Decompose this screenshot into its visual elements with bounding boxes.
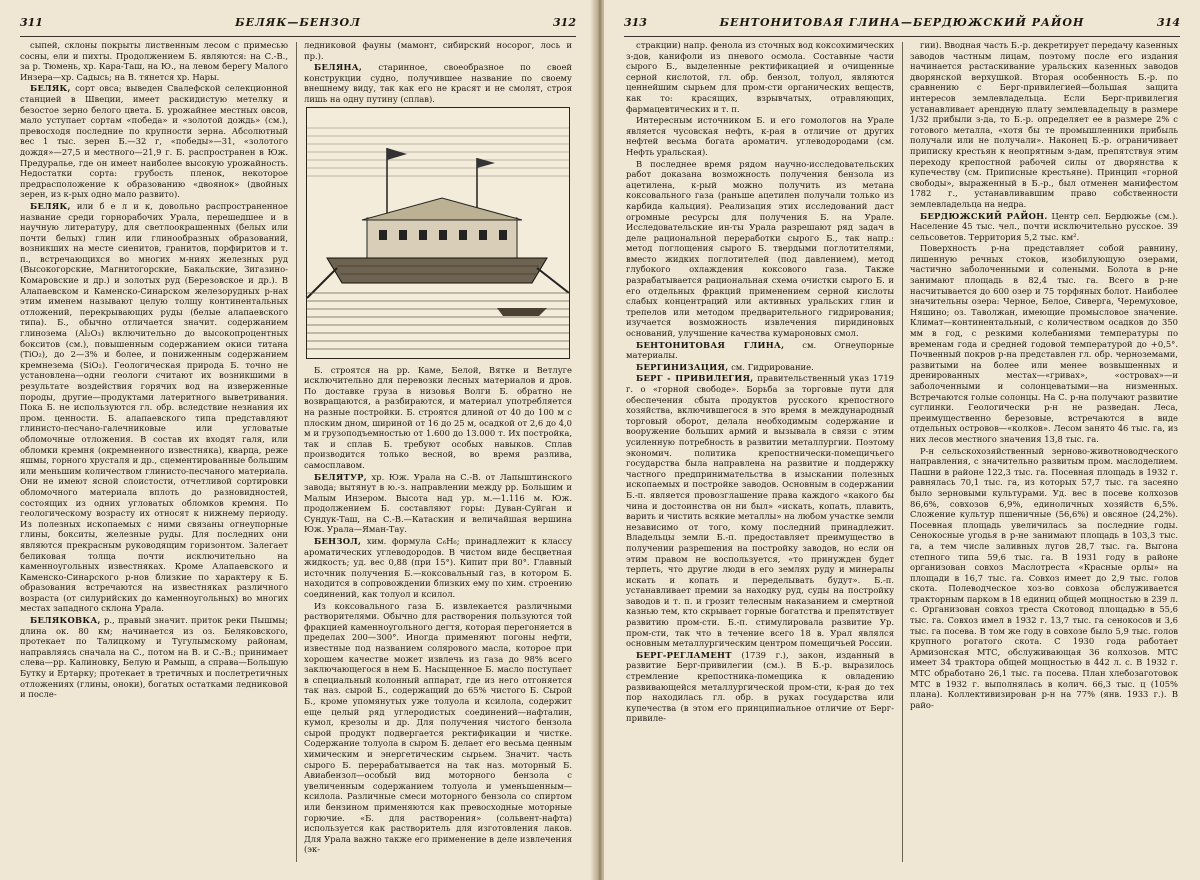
page-number: 312	[553, 16, 576, 29]
entry-text: Р-н сельскохозяйственный зерново-животноводческого направления, с значительно развитым пром. маслоделием. Пашни в районе 122,3 тыс. га. Посевная площадь в 1932 г. равнялась 70,1 тыс. га, из которых 57,7 тыс. га засеяно было зерновыми культурами. Уд. вес в посеве колхозов 86,6%, совхозов 6,9%, единоличных хозяйств 6,5%. Сложение культур пшеничные (56,6%) и овсяное (24,2%). Посевная площадь увеличилась за последние годы. Сенокосные угодья в р-не занимают площадь в 103,3 тыс. га, а тем числе заливных лугов 28,7 тыс. га. Выгона степного типа 59,6 тыс. га. В 1931 году в районе организован совхоз Маслотреста «Красные орлы» на площади в 16,7 тыс. га. Совхоз имеет до 2,9 тыс. голов скота. Полеводческое хоз-во совхоза обслуживается тракторным парком в 18 единиц общей мощностью в 239 л. с. Организован совхоз треста Скотовод площадью в 55,6 тыс. га. Совхоз имел в 1932 г. 13,7 тыс. га сенокосов и 3,6 тыс. га посева. В том же году в совхозе было 5,9 тыс. голов крупного рогатого скота. С 1930 года работает Армизонская МТС, обслуживающая 36 колхозов. МТС имеет 34 трактора общей мощностью в 442 л. с. В 1932 г. МТС обработано 26,1 тыс. га посева. План хлебозаготовок МТС в 1932 г. выполнялась в колич. 66,3 тыс. ц (105% плана). Коллективизирован р-н на 77% (янв. 1933 г.). В райо-	[910, 445, 1178, 710]
column-2	[304, 40, 572, 870]
encyclopedia-entry	[910, 211, 1178, 243]
entry-text: см. Огнеупорные материалы.	[626, 339, 894, 361]
entry-text: В последнее время рядом научно-исследовательских работ доказана возможность получения бензола из ацетилена, к-рый можно получить из метана коксовального газа (раньше ацетилен получали только из карбида кальция). Реализация этих исследований даст огромные ресурсы для получения Б. на Урале. Исследовательские ин-ты Урала разрешают ряд задач в деле рациональной переработки сырого Б., так напр.: метод поглощения сырого Б. твердыми поглотителями, вместо жидких поглотителей (под давлением), метод глубокого охлаждения коксового газа. Также разрабатывается рациональная схема очистки сырого Б. и его отдельных фракций применением серной кислоты слабых концентраций или активных уральских глин и трепелов или методом предварительного гидрирования; изучается возможность извлечения пиридиновых оснований, улучшение качества кумароновых смол.	[626, 158, 894, 339]
entry-text: Б. строятся на рр. Каме, Белой, Вятке и Ветлуге исключительно для перевозки лесных материалов и дров. По доставке груза в низовья Волги Б. обратно не возвращаются, а разбираются, и материал употребляется на разные постройки. Б. строятся длиной от 40 до 100 м с плоским дном, шириной от 16 до 25 м, осадкой от 2,6 до 4,0 м и грузоподъемностью от 1.600 до 13.000 т. Их постройка, так и сплав Б. требуют особых навыков. Сплав производится только весной, во время разлива, самосплавом.	[304, 364, 572, 470]
entry-headword: БЕЛЯКОВКА,	[30, 615, 101, 626]
paragraph: ледниковой фауны (мамонт, сибирский носорог, лось и пр.).	[304, 40, 572, 61]
paragraph	[20, 40, 288, 82]
column-rule	[296, 42, 297, 862]
paragraph	[626, 115, 894, 157]
encyclopedia-entry	[304, 472, 572, 536]
paragraph	[626, 40, 894, 114]
entry-text: см. Гидрирование.	[728, 361, 814, 372]
paragraph	[626, 159, 894, 339]
entry-text: или б е л и к, довольно распространенное название среди горнорабочих Урала, перешедшее и в научную литературу, для светлоокрашенных (белых или почти белых) глин или глинообразных образований, возникших на месте сиенитов, гранитов, порфиритов и т. п., встречающихся во многих м-ниях железных руд (Высокогорские, Магнитогорские, Бакальские, Зигазино-Комаровские и др.) и золотых руд (Березовское и др.). В Алапаевском и Каменско-Синарском железорудных р-нах этим именем называют целую толщу континентальных отложений, перекрывающих руды (белые алапаевского типа). Б., обычно отличается значит. содержанием глинозема (Al₂O₃) включительно до высокопроцентных бокситов (см.), повышенным содержанием окиси титана (TiO₂), до 2—3% и более, и пониженным содержанием кремнезема (SiO₂). Геологическая природа Б. точно не установлена—одни геологи считают их возникшими в результате воздействия горячих вод на изверженные породы, другие—продуктами латеритного выветривания. Пока Б. не используются гл. обр. вследствие незнания их пром. ценности. Б. алапаевского типа представляют глинисто-песчано-галечниковые или угловатые обломочные отложения. В состав их входят галя, или обломки кремня (окремненного известняка), кварца, реже яшмы, горного хрусталя и др., сцементированные большим или меньшим количеством глинисто-песчаного материала. Они не имеют ясной слоистости, отчетливой сортировки обломочного материала вплоть до разновидностей, состоящих из одних угловатых обломков кремня. По геологическому возрасту их относят к нижнему периоду. Из полезных ископаемых с ними связаны огнеупорные глины, бокситы, железные руды. Для последних они являются прекрасным руководящим горизонтом. Залегает беликовая толща почти исключительно на каменноугольных известняках. Кроме Алапаевского и Каменско-Синарского р-нов близкие по характеру к Б. образования встречаются на известняках различного возраста (от силурийских до каменноугольных) во многих местах западного склона Урала.	[20, 200, 288, 614]
column-4	[910, 40, 1178, 870]
encyclopedia-entry	[626, 340, 894, 361]
paragraph	[910, 446, 1178, 711]
entry-headword: БЕНЗОЛ,	[314, 536, 362, 547]
entry-text: Поверхность р-на представляет собой равнину, лишенную речных стоков, изобилующую озерами, частично заболоченными и солеными. Болота в р-не занимают площадь в 82,4 тыс. га. Всего в р-не насчитывается до 600 озер и 75 торфяных болот. Наиболее значительны озера: Черное, Белое, Сиверга, Черемуховое, Няшино; оз. Таволжан, имеющие промысловое значение. Климат—континентальный, с количеством осадков до 350 мм в год, с резкими колебаниями температуры по временам года и средней годовой температурой до +0,5°. Почвенный покров р-на представлен гл. обр. черноземами, развитыми на более или менее возвышенных и дренированных местах—«гривах», «островах»—и заболоченными и солонцеватыми—на низменных. Встречаются голые солонцы. На С. р-на получают развитие суглинки. Геологически р-н не разведан. Леса, преимущественно березовые, встречаются в виде отдельных островов—«колков». Лесом занято 46 тыс. га, из них лесов местного значения 13,8 тыс. га.	[910, 243, 1178, 444]
entry-headword: БЕЛЯТУР,	[314, 471, 367, 482]
column-1	[20, 40, 288, 870]
entry-text: хр. Юж. Урала на С.-В. от Лапыштинского завода; вытянут в ю.-з. направлении между рр. Большим и Малым Инзером. Высота над ур. м.—1.116 м. Юж. продолжением Б. составляют горы: Дуван-Суйган и Сундук-Таш, на С.-В.—Катаскин и величайшая вершина Юж. Урала—Яман-Тау.	[304, 471, 572, 535]
entry-text: (1739 г.), закон, изданный в развитие Берг-привилегии (см.). В Б.-р. выразилось стремление крепостника-помещика к овладению развивающейся металлургической пром-сти, к-рая до тех пор находилась гл. обр. в руках государства или купечества (в этом его принципиальное отличие от Берг-привиле-	[626, 649, 894, 724]
column-rule	[902, 42, 903, 862]
encyclopedia-entry	[626, 373, 894, 648]
entry-text: сыпей, склоны покрыты лиственным лесом с примесью сосны, ели и пихты. Продолжением Б. являются: на С.-В., за р. Тюмень, хр. Кара-Таш, на Ю., на левом берегу Малого Инзера—хр. Садысь; на В. тянется хр. Нары.	[20, 40, 288, 82]
page-number: 311	[20, 16, 43, 29]
entry-text: Из коксовального газа Б. извлекается различными растворителями. Обычно для растворения пользуются той фракцией каменноугольного дегтя, которая перегоняется в пределах 200—300°. Иногда применяют погоны нефти, известные под названием солярового масла, которое при хорошем качестве может извлечь из газа до 98% всего заключающегося в нем Б. Насыщенное Б. масло поступает в специальный колонный аппарат, где из него отгоняется так наз. сырой Б., содержащий до 65% чистого Б. Сырой Б., кроме упомянутых уже толуола и ксилола, содержит еще целый ряд углеродистых соединений—нафталин, кумол, крезолы и др. Для получения чистого бензола сырой продукт подвергается ректификации и чистке. Содержание толуола в сыром Б. делает его весьма ценным химическим и энергетическим сырьем. Значит. часть сырого Б. перерабатывается на так наз. моторный Б. Авиабензол—особый вид моторного бензола с увеличенным содержанием толуола и уменьшенным—ксилола. Различные смеси моторного бензола со спиртом или бензином применяются как превосходные моторные горючие. «Б. для растворения» (сольвент-нафта) используется как растворитель для изготовления лаков. Для Урала важно также его применение в деле извлечения (эк-	[304, 600, 572, 855]
entry-text: Интересным источником Б. и его гомологов на Урале является чусовская нефть, к-рая в отличие от других нефтей весьма богата ароматич. углеводородами (см. Нефть уральская).	[626, 115, 894, 157]
entry-text: сорт овса; выведен Свалефской селекционной станцией в Швеции, имеет раскидистую метелку и безостое зерно белого цвета. Б. урожайнее местных овсов, мало уступает сортам «победа» и «золотой дождь» (см.), превосходя последние по крупности зерна. Абсолютный вес 1 тыс. зерен Б.—32 г, «победы»—31, «золотого дождя»—27,5 и местного—21,9 г. Б. распространен в Юж. Предуралье, где он имеет наиболее высокую урожайность. Недостатки сорта: грубость пленок, некоторое предрасположение к образованию «двоянок» (двойных зерен, из к-рых одно мало развито).	[20, 83, 288, 200]
encyclopedia-entry	[20, 83, 288, 200]
paragraph	[304, 601, 572, 855]
encyclopedia-entry	[304, 536, 572, 600]
entry-text: Центр сел. Бердюжье (см.). Население 45 тыс. чел., почти исключительно русское. 39 сельсоветов. Территория 5,2 тыс. км².	[910, 210, 1178, 242]
paragraph	[910, 40, 1178, 210]
encyclopedia-entry	[626, 650, 894, 724]
encyclopedia-entry	[20, 615, 288, 700]
encyclopedia-entry	[20, 201, 288, 614]
page-number: 314	[1157, 16, 1180, 29]
page-number: 313	[624, 16, 647, 29]
entry-headword: БЕРДЮЖСКИЙ РАЙОН.	[920, 210, 1048, 221]
entry-headword: БЕРГ - ПРИВИЛЕГИЯ,	[636, 373, 754, 384]
entry-headword: БЕЛЯК,	[30, 200, 71, 211]
entry-headword: БЕРГ-РЕГЛАМЕНТ	[636, 649, 732, 660]
entry-headword: БЕЛЯК,	[30, 83, 71, 94]
right-page	[604, 0, 1200, 880]
paragraph	[910, 243, 1178, 444]
entry-text: правительственный указ 1719 г. о «горной свободе». Борьба за торговые пути для обеспечения сбыта продуктов русского крепостного хозяйства, включившегося в это время в международный торговый оборот, делала необходимым содержание и вооружение больших армий и вызывала в связи с этим усиленную потребность в развитии металлургии. Поэтому экономич. политика крепостнически-помещичьего государства была направлена на развитие и поддержку частного предпринимательства в изыскании полезных ископаемых и постройке заводов. Основным в содержании Б.-п. является провозглашение права каждого «какого бы чина и достоинства он ни был» «искать, копать, плавить, варить и чистить всякие металлы» на любом участке земли независимо от того, кому последний принадлежит. Владельцы земли Б.-п. предоставляет преимущество в получении разрешения на постройку заводов, но если он этим правом не воспользуется, «то принужден будет терпеть, что другие люди в его землях руду и минералы искать и копать и переделывать будут». Б.-п. устанавливает премии за находку руд, суды на постройку заводов и т. п. и грозит телесным наказанием и смертной казнью тем, кто скрывает горные богатства и препятствует развитию пром-сти. Б.-п. стимулировала развитие Ур. пром-сти, так что в течение всего 18 в. Урал являлся основным металлургическим центром помещичьей России.	[626, 373, 894, 649]
entry-headword: БЕРГИНИЗАЦИЯ,	[636, 361, 729, 372]
encyclopedia-entry	[626, 362, 894, 373]
right-page-header	[624, 14, 1180, 37]
entry-text: старинное, своеобразное по своей конструкции судно, получившее название по своему внешнему виду, так как его не красят и не смолят, строя лишь на одну путину (сплав).	[304, 62, 572, 104]
running-title: БЕЛЯК—БЕНЗОЛ	[235, 16, 361, 29]
entry-text: р., правый значит. приток реки Пышмы; длина ок. 80 км; начинается из оз. Беляковского, протекает по Талицкому и Тугулымскому районам, направляясь сначала на С., потом на В. и С.-В.; принимает слева—рр. Калиновку, Белую и Рамыш, а справа—Большую Бутку и Ертарку; протекает в третичных и послетретичных отложениях (глины, оноки), богатых остатками ледниковой и после-	[20, 615, 288, 700]
entry-headword: БЕЛЯНА,	[314, 62, 363, 73]
belyana-boat-illustration	[306, 107, 570, 359]
entry-text: стракции) напр. фенола из сточных вод коксохимических з-дов, канифоли из пневого осмола. Составные части сырого Б., выделенные ректификацией и очищенные серной кислотой, гл. обр. бензол, толуол, являются ценнейшим сырьем для пром-сти органических веществ, как то: красящих, взрывчатых, отравляющих, фармацевтических и т. п.	[626, 40, 894, 114]
paragraph	[304, 365, 572, 471]
entry-text: гии). Вводная часть Б.-р. декретирует передачу казенных заводов частным лицам, поэтому после его издания начинается растаскивание уральских казенных заводов дворянской верхушкой. Вторая особенность Б.-р. по сравнению с Берг-привилегией—большая защита интересов землевладельца. Если Берг-привилегия устанавливает арендную плату землевладельцу в размере 1/32 прибыли з-да, то Б.-р. определяет ее в размере 2% с готового металла, «хотя бы те промышленники прибыль получали или не получали». Наконец Б.-р. ограничивает приписку крестьян к неопрятным з-дам, препятствуя этим переходу крепостной рабочей силы от дворянства к купечеству (см. Приписные крестьяне). Принцип «горной свободы», выраженный в Б.-р., был отменен манифестом 1782 г., устанавливавшим право собственности землевладельца на недра.	[910, 40, 1178, 209]
encyclopedia-entry	[304, 62, 572, 104]
entry-text: хим. формула C₆H₆; принадлежит к классу ароматических углеводородов. В чистом виде бесцветная жидкость; уд. вес 0,88 (при 15°). Кипит при 80°. Главный источник получения Б.—коксовальный газ, в котором Б. находится в сопровождении близких ему по хим. строению соединений, как толуол и ксилол.	[304, 536, 572, 600]
column-3	[626, 40, 894, 870]
left-page-header	[20, 14, 576, 37]
entry-headword: БЕНТОНИТОВАЯ ГЛИНА,	[636, 339, 785, 350]
running-title: БЕНТОНИТОВАЯ ГЛИНА—БЕРДЮЖСКИЙ РАЙОН	[719, 16, 1085, 29]
left-page	[0, 0, 596, 880]
